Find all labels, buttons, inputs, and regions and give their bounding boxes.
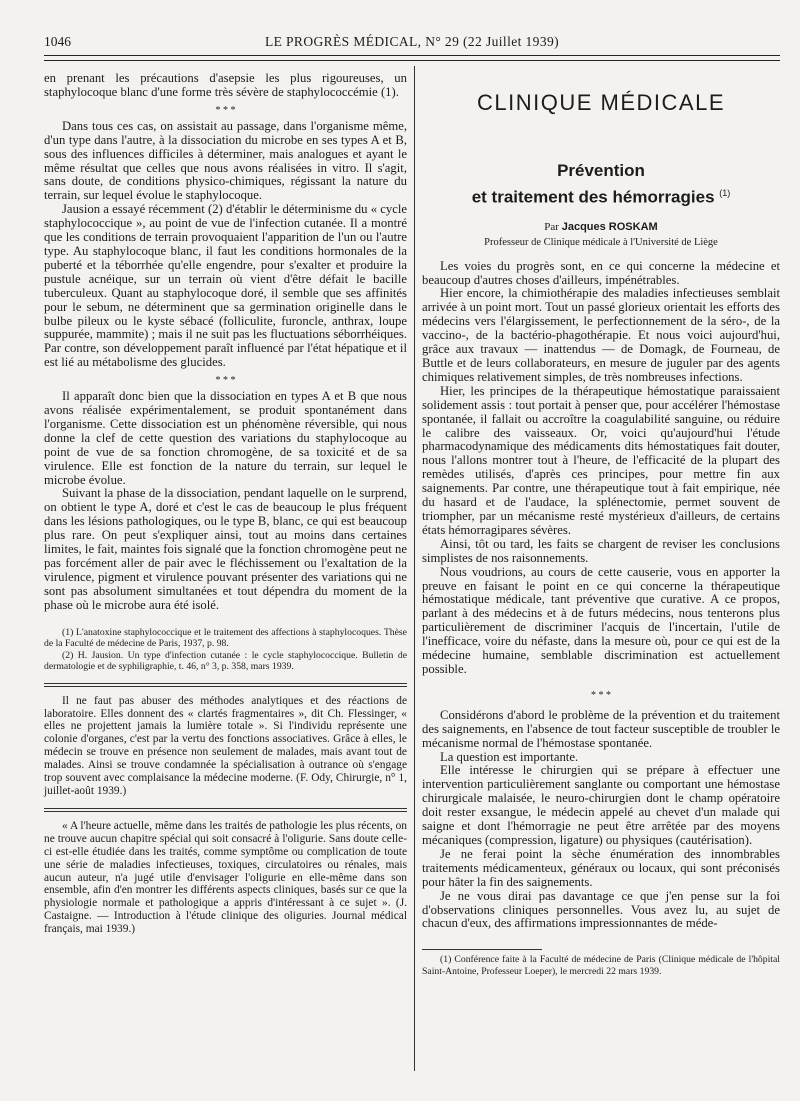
quote-box-castaigne (44, 820, 407, 936)
left-paragraph: Jausion a essayé récemment (2) d'établir le déterminisme du « cycle staphylococcique », au point de vue de l'infection cutanée. Il a montré que les conditions de terrain provoquaient l'apparition de l'un ou l'autre type. Au staphylocoque blanc, il faut les conditions hormonales de la puberté et la téborrhée qu'elle engendre, pour s'exalter et produire la pustule acnéique, sur un terrain où vient d'être défait le bacille tuberculeux. Quant au staphylocoque doré, il semble que ses affinités pour le sebum, ne déterminent que sa germination originelle dans le bulbe pileux ou le kyste sébacé (folliculite, furoncle, anthrax, loupe suppurée, mammite) ; mais il ne suit pas les fluctuations séborrhéiques. Par contre, son développement paraît influencé par l'état hépatique et il est lié au métabolisme des glucides. (44, 202, 407, 370)
column-divider (414, 66, 415, 1071)
article-paragraph: Nous voudrions, au cours de cette causerie, vous en apporter la preuve en faisant le point en ce qui concerne la thérapeutique hémostatique médicale, tant préventive que curative. A ce propos, parlant à des médecins et à de futurs médecins, nous tenterons plus particulièrement de discriminer l'acquis de l'incertain, l'utile de l'inefficace, voire du néfaste, dans la mesure où, pour ce qui est de la médecine humaine, semblable discrimination est actuellement possible. (422, 564, 780, 676)
article-paragraph: Je ne ferai point la sèche énumération des innombrables traitements médicamenteux, généraux ou locaux, qui sont préconisés pour hâter la fin des saignements. (422, 846, 780, 889)
left-paragraph: Dans tous ces cas, on assistait au passage, dans l'organisme même, d'un type dans l'autre, à la dissociation du microbe en ses types A et B, sous des influences difficiles à déterminer, mais analogues et ayant le même résultat que celles que nous avons réalisées in vitro. Il s'agit, sans doute, de conditions physico-chimiques, régissant la nature du terrain, sur lequel évolue le staphylocoque. (44, 118, 407, 203)
article-title-text: et traitement des hémorragies (471, 187, 715, 207)
section-asterism: * * * (591, 689, 611, 701)
title-footnote-mark: (1) (719, 188, 731, 198)
article-footnote (422, 954, 780, 977)
header-rule (44, 55, 780, 56)
quote-box-ody (44, 695, 407, 798)
footnote: (2) H. Jausion. Un type d'infection cutanée : le cycle staphylococcique. Bulletin de dermatologie et de syphiligraphie, t. 46, n° 3, p. 358, mars 1939. (44, 649, 407, 673)
article-title (422, 160, 780, 209)
box-rule (44, 808, 407, 809)
box-rule (44, 686, 407, 687)
article-title-line2 (422, 182, 780, 209)
quote-paragraph: Il ne faut pas abuser des méthodes analytiques et des réactions de laboratoire. Elles donnent des « clartés fragmentaires », dit Ch. Flessinger, « elles ne projettent jamais la lumière totale ». Si l'individu représente une colonie d'organes, c'est par la vertu des fonctions associatives. Grâce à elles, le médecin se trouve en présence non seulement de malades, mais avant tout de malades. Ainsi se trouve condamnée la spécialisation à outrance où s'engage trop souvent avec complaisance la médecine moderne. (F. Ody, Chirurgie, n° 1, juillet-août 1939.) (44, 694, 407, 797)
left-footnotes (44, 627, 407, 673)
section-rubric: CLINIQUE MÉDICALE (477, 90, 725, 115)
right-column (422, 72, 780, 977)
byline-prefix: Par (544, 220, 559, 233)
box-rule (44, 683, 407, 684)
left-column (44, 72, 407, 936)
article-paragraph: La question est importante. (440, 749, 579, 764)
section-asterism: * * * (215, 104, 236, 116)
box-rule (44, 811, 407, 812)
page-number: 1046 (44, 34, 71, 49)
running-title: LE PROGRÈS MÉDICAL, N° 29 (22 Juillet 1939) (264, 34, 560, 49)
footnote: (1) L'anatoxine staphylococcique et le traitement des affections à staphylocoques. Thèse de la Faculté de médecine de Paris, 1937, p. 98. (44, 626, 407, 650)
article-paragraph: Je ne vous dirai pas davantage ce que j'en pense sur la foi d'observations cliniques personnelles. Vous avez lu, au sujet de chacun d'eux, des affirmations impressionnantes de méde- (422, 888, 780, 931)
quote-paragraph: « A l'heure actuelle, même dans les traités de pathologie les plus récents, on ne trouve aucun chapitre spécial qui soit consacré à l'oligurie. Sans doute celle-ci est-elle étudiée dans les traités, comme symptôme ou complication de toute une série de maladies infectieuses, toxiques, circulatoires ou rénales, mais aucun auteur, n'a jugé utile d'envisager l'oligurie en elle-même dans son ensemble, afin d'en montrer les différents aspects cliniques, basés sur ce que la physiologie normale et pathologique a appris d'intéressant à ce sujet ». (J. Castaigne. — Introduction à l'étude clinique des oliguries. Journal médical français, mai 1939.) (44, 819, 407, 936)
author-affiliation: Professeur de Clinique médicale à l'Université de Liège (484, 236, 718, 248)
footnote-rule (422, 949, 542, 950)
byline (422, 221, 780, 233)
left-paragraph: Il apparaît donc bien que la dissociation en types A et B que nous avons réalisée expérimentalement, se produit spontanément dans l'organisme. Cette dissociation est un phénomène réversible, qui nous donne la clef de cette question des variations du staphylocoque au point de vue de sa fonction chromogène, de sa toxicité et de sa virulence. Elle est fonction de la nature du terrain, sur lequel le microbe évolue. (44, 389, 407, 487)
header-rule-thin (44, 60, 780, 61)
article-paragraph: Elle intéresse le chirurgien qui se prépare à effectuer une intervention particulièrement sanglante ou comportant une hémostase chirurgicale malaisée, le neuro-chirurgien dont le champ opératoire doit rester exsangue, le médecin appelé au chevet d'un malade qui saigne et dont l'hémorragie ne peut être arrêtée par des moyens mécaniques (compression, ligature) ou physiques (cautérisation). (422, 763, 780, 847)
left-paragraph: Suivant la phase de la dissociation, pendant laquelle on le surprend, on obtient le type A, doré et c'est le cas de beaucoup le plus fréquent dans les lésions pathologiques, ou le type B, blanc, ce qui est beaucoup plus rare. On peut s'expliquer ainsi, tout au moins dans certaines limites, le fait, maintes fois signalé que la fonction chromogène peut ne pas forcément aller de pair avec le fléchissement ou l'exaltation de la virulence, pigment et virulence pouvant présenter des variations qui ne sont pas absolument simultanées et tout dépendra du moment de la phase où le microbe aura été isolé. (44, 486, 407, 612)
footnote: (1) Conférence faite à la Faculté de médecine de Paris (Clinique médicale de l'hôpital Saint-Antoine, Professeur Loeper), le mercredi 22 mars 1939. (422, 954, 780, 977)
section-asterism: * * * (215, 375, 236, 387)
left-intro-paragraph: en prenant les précautions d'asepsie les plus rigoureuses, un staphylocoque blanc d'une forme très sévère de staphylococcémie (1). (44, 71, 407, 99)
author-name: Jacques ROSKAM (561, 220, 658, 233)
article-paragraph: Hier encore, la chimiothérapie des maladies infectieuses semblait arrivée à un point mort. Tout un passé glorieux orientait les efforts des médecins vers l'élargissement, le perfectionnement de la séro-, de la vaccino-, de la bactério-phagothérapie. Et nous voici aujourd'hui, grâce aux travaux — inattendus — de Domagk, de Fourneau, de Buttle et de leurs collaborateurs, en mesure de juguler par des agents chimiques relativement simples, de très nombreuses infections. (422, 286, 780, 384)
article-paragraph: Considérons d'abord le problème de la prévention et du traitement des saignements, en l'absence de tout facteur susceptible de troubler le mécanisme normal de l'hémostase spontanée. (422, 707, 780, 750)
article-paragraph: Hier, les principes de la thérapeutique hémostatique paraissaient solidement assis : tout portait à penser que, pour accélérer l'hémostase spontanée, il fallait ou accroître la coagulabilité sanguine, ou réduire le calibre des vaisseaux. Or, voici qu'aujourd'hui l'étude pharmacodynamique des médicaments dits hémostatiques fait douter, nous l'allons montrer tout à l'heure, de l'efficacité de la plupart des remèdes utilisés, d'après ces principes, pour mettre fin aux saignements. Par contre, une thérapeutique tout à fait empirique, née du hasard et de l'audace, la splénectomie, permet souvent de triompher, par un mécanisme resté mystérieux d'ailleurs, de certains états hémorragipares sévères. (422, 383, 780, 537)
article-paragraph: Ainsi, tôt ou tard, les faits se chargent de reviser les conclusions simplistes de nos raisonnements. (422, 536, 780, 565)
article-title-line1: Prévention (557, 161, 645, 180)
article-paragraph: Les voies du progrès sont, en ce qui concerne la médecine et beaucoup d'autres choses d'ailleurs, impénétrables. (422, 258, 780, 287)
